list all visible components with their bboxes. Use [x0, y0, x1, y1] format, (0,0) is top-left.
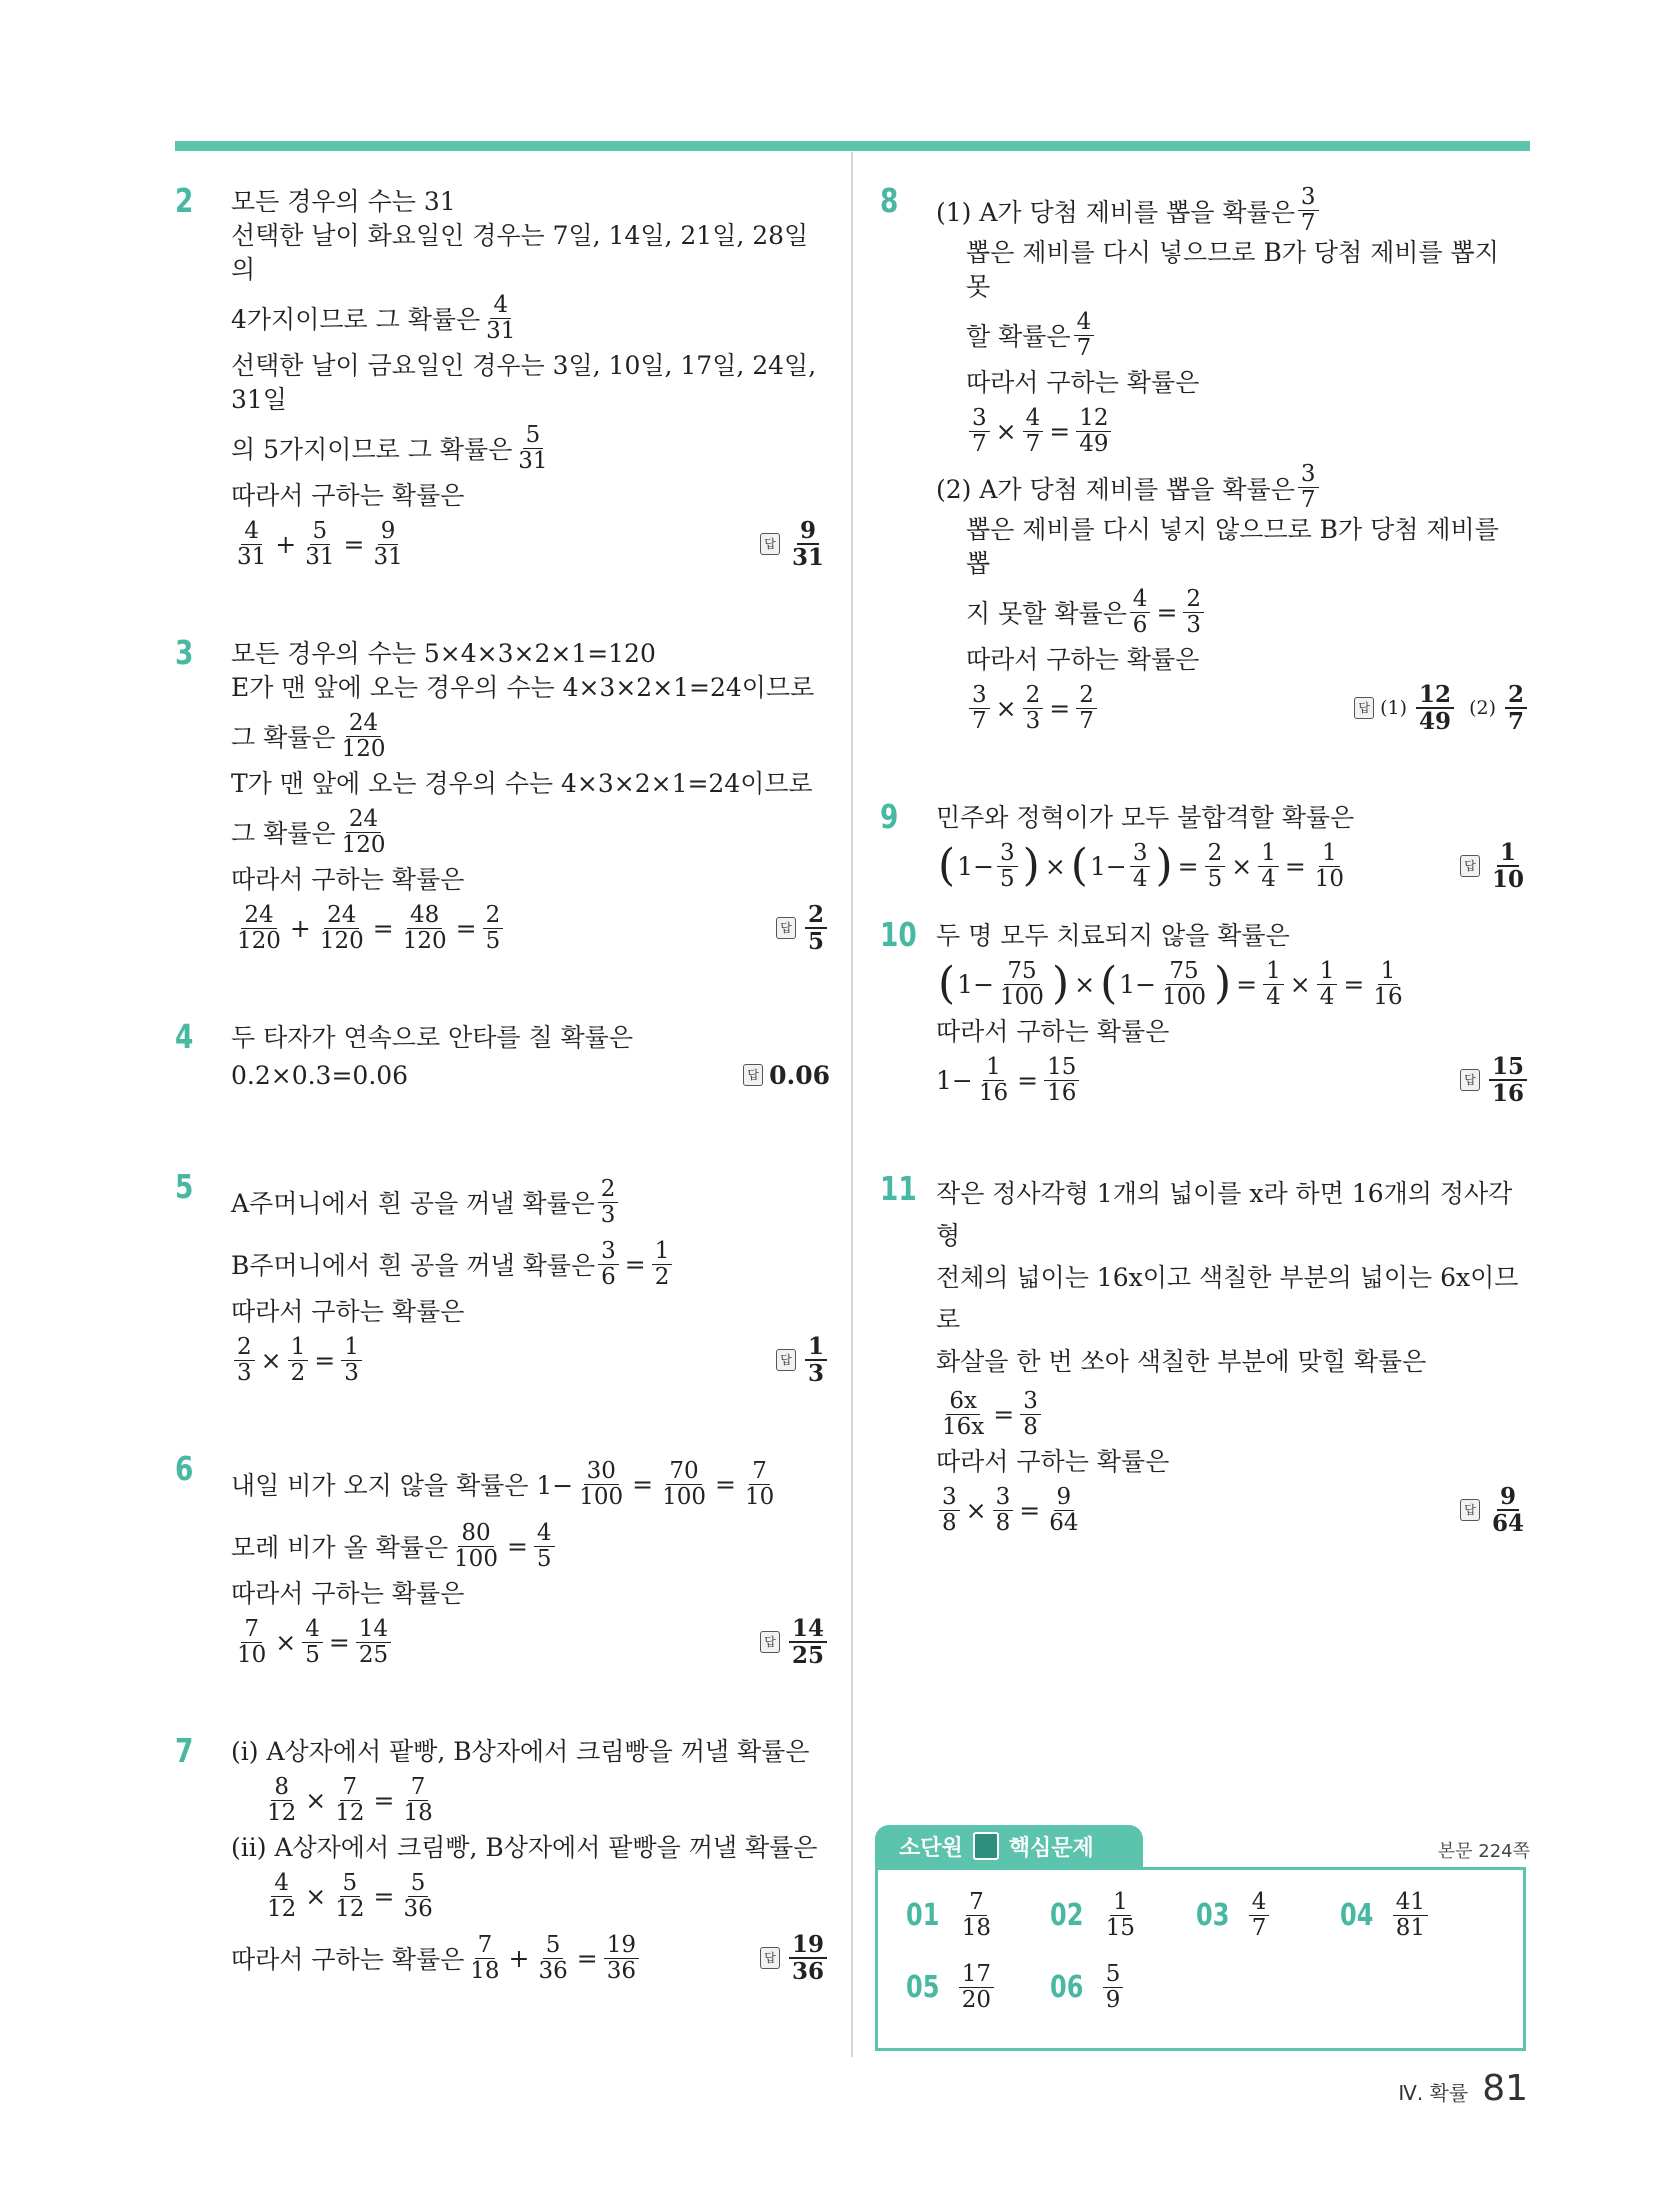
answer-icon: 답 [776, 1349, 796, 1371]
text-line: 선택한 날이 금요일인 경우는 3일, 10일, 17일, 24일, 31일 [231, 351, 817, 414]
text-line: 따라서 구하는 확률은 [231, 481, 465, 510]
right-column [880, 181, 1530, 1541]
text-line: 할 확률은 $\frac{4}{7}$ [936, 304, 1530, 366]
equation: 따라서 구하는 확률은 $\frac{7}{18}$ + $\frac{5}{36}$ = $\frac{19}{36}$ 답 $\frac{19}{36}$ [231, 1927, 830, 1989]
answer: 답 $\frac{14}{25}$ [760, 1616, 830, 1668]
summary-item: 05 $\frac{17}{20}$ [906, 1962, 997, 2013]
summary-item: 06 $\frac{5}{9}$ [1050, 1962, 1126, 2013]
text-line: 두 타자가 연속으로 안타를 칠 확률은 [231, 1023, 633, 1052]
text-line: B주머니에서 흰 공을 꺼낼 확률은 $\frac{3}{6}$ = $\frac{1}{2}$ [231, 1233, 830, 1295]
text-line: 전체의 넓이는 16x이고 색칠한 부분의 넓이는 6x이므로 [936, 1263, 1519, 1334]
answer: 답 $\frac{19}{36}$ [760, 1932, 830, 1984]
problem-number: 7 [175, 1731, 194, 1770]
equation: ( 1− $\frac{75}{100}$ ) × ( 1− $\frac{75}{100}$ ) = $\frac{1}{4}$ × $\frac{1}{4}$ = $\frac{1}{16}$ [938, 957, 1403, 1010]
problem-2 [175, 181, 830, 575]
problem-number: 9 [880, 797, 899, 836]
text-line: 따라서 구하는 확률은 [231, 865, 465, 894]
summary-box [875, 1825, 1530, 2057]
equation: $\frac{8}{12}$ × $\frac{7}{12}$ = $\frac{7}{18}$ [267, 1773, 433, 1826]
column-divider [851, 152, 853, 2057]
answer-icon: 답 [760, 1631, 780, 1653]
page-number: 81 [1482, 2068, 1528, 2109]
summary-item: 04 $\frac{41}{81}$ [1340, 1890, 1431, 1941]
text-line: E가 맨 앞에 오는 경우의 수는 4×3×2×1=24이므로 [231, 673, 815, 702]
text-line: 4가지이므로 그 확률은 $\frac{4}{31}$ [231, 287, 830, 349]
text-line: (ⅱ) A상자에서 크림빵, B상자에서 팥빵을 꺼낼 확률은 [231, 1833, 818, 1862]
text-line: 의 5가지이므로 그 확률은 $\frac{5}{31}$ [231, 417, 830, 479]
problem-number: 3 [175, 633, 194, 672]
problem-number: 6 [175, 1449, 194, 1488]
equation: $\frac{7}{10}$ × $\frac{4}{5}$ = $\frac{14}{25}$ 답 $\frac{14}{25}$ [231, 1611, 830, 1673]
text-line: 화살을 한 번 쏘아 색칠한 부분에 맞힐 확률은 [936, 1347, 1427, 1376]
problem-10 [880, 915, 1530, 1111]
answer: 답 (1) $\frac{12}{49}$ (2) $\frac{2}{7}$ [1354, 682, 1530, 734]
problem-3 [175, 633, 830, 959]
answer: 답 $\frac{1}{10}$ [1460, 840, 1530, 892]
chapter-label: Ⅳ. 확률 [1398, 2081, 1469, 2105]
text-line: 내일 비가 오지 않을 확률은 1− $\frac{30}{100}$ = $\frac{70}{100}$ = $\frac{7}{10}$ [231, 1457, 775, 1510]
page-footer [1398, 2068, 1528, 2109]
text-line: 따라서 구하는 확률은 [966, 368, 1200, 397]
summary-item: 01 $\frac{7}{18}$ [906, 1889, 992, 1941]
equation: $\frac{3}{7}$ × $\frac{4}{7}$ = $\frac{12}{49}$ [936, 400, 1530, 462]
text-line: 따라서 구하는 확률은 [231, 1579, 465, 1608]
text-line: 따라서 구하는 확률은 [936, 1447, 1170, 1476]
problem-number: 5 [175, 1167, 194, 1206]
text-line: 모레 비가 올 확률은 $\frac{80}{100}$ = $\frac{4}{5}$ [231, 1515, 830, 1577]
equation: 0.2×0.3=0.06 답 0.06 [231, 1060, 830, 1090]
equation: $\frac{6x}{16x}$ = $\frac{3}{8}$ [936, 1383, 1530, 1445]
problem-number: 11 [880, 1169, 917, 1208]
text-line: T가 맨 앞에 오는 경우의 수는 4×3×2×1=24이므로 [231, 769, 813, 798]
answer: 답 $\frac{15}{16}$ [1460, 1054, 1530, 1106]
text-line: 그 확률은 $\frac{24}{120}$ [231, 705, 830, 767]
equation: $\frac{4}{12}$ × $\frac{5}{12}$ = $\frac{5}{36}$ [267, 1869, 433, 1922]
text-line: 따라서 구하는 확률은 [936, 1017, 1170, 1046]
problem-9 [880, 797, 1530, 897]
summary-item: 02 $\frac{1}{15}$ [1050, 1889, 1136, 1941]
problem-number: 2 [175, 181, 194, 220]
text-line: 모든 경우의 수는 5×4×3×2×1=120 [231, 639, 656, 668]
fraction: $\frac{2}{3}$ [598, 1177, 619, 1228]
answer: 답 $\frac{2}{5}$ [776, 902, 830, 954]
answer: 답 $\frac{9}{31}$ [760, 518, 830, 570]
text-line: 작은 정사각형 1개의 넓이를 x라 하면 16개의 정사각형 [936, 1179, 1513, 1250]
answer: 답 $\frac{9}{64}$ [1460, 1484, 1530, 1536]
equation: $\frac{3}{7}$ × $\frac{2}{3}$ = $\frac{2}{7}$ 답 (1) $\frac{12}{49}$ (2) $\frac{2}{7}$ [936, 677, 1530, 739]
summary-answers [875, 1867, 1526, 2051]
problem-number: 8 [880, 181, 899, 220]
text-line: 뽑은 제비를 다시 넣으므로 B가 당첨 제비를 뽑지 못 [966, 238, 1499, 301]
problem-11 [880, 1169, 1530, 1541]
problem-number: 10 [880, 915, 917, 954]
equation: $\frac{2}{3}$ × $\frac{1}{2}$ = $\frac{1}{3}$ 답 $\frac{1}{3}$ [231, 1329, 830, 1391]
answer-icon: 답 [776, 917, 796, 939]
problem-8 [880, 181, 1530, 739]
answer-icon: 답 [760, 1947, 780, 1969]
text-line: 두 명 모두 치료되지 않을 확률은 [936, 921, 1290, 950]
answer-icon: 답 [1354, 697, 1374, 719]
fraction: $\frac{24}{120}$ [341, 709, 386, 762]
answer: 답 $\frac{1}{3}$ [776, 1334, 830, 1386]
fraction: $\frac{5}{31}$ [518, 421, 548, 474]
text-line: 그 확률은 $\frac{24}{120}$ [231, 801, 830, 863]
text-line: 선택한 날이 화요일인 경우는 7일, 14일, 21일, 28일의 [231, 221, 809, 284]
problem-6 [175, 1449, 830, 1673]
fraction: $\frac{24}{120}$ [341, 805, 386, 858]
text-line: 모든 경우의 수는 31 [231, 187, 456, 216]
equation: 1− $\frac{1}{16}$ = $\frac{15}{16}$ 답 $\frac{15}{16}$ [936, 1049, 1530, 1111]
text-line: A주머니에서 흰 공을 꺼낼 확률은 $\frac{2}{3}$ [231, 1171, 830, 1233]
text-line: 민주와 정혁이가 모두 불합격할 확률은 [936, 803, 1355, 832]
equation: $\frac{3}{8}$ × $\frac{3}{8}$ = $\frac{9}{64}$ 답 $\frac{9}{64}$ [936, 1479, 1530, 1541]
problem-4 [175, 1017, 830, 1095]
answer-icon: 답 [1460, 1499, 1480, 1521]
answer-icon: 답 [1460, 855, 1480, 877]
text-line: 지 못할 확률은 $\frac{4}{6}$ = $\frac{2}{3}$ [936, 581, 1530, 643]
text-line: (2) A가 당첨 제비를 뽑을 확률은 $\frac{3}{7}$ [936, 462, 1530, 513]
answer: 답 0.06 [743, 1061, 830, 1090]
answer-icon: 답 [1460, 1069, 1480, 1091]
text-line: (1) A가 당첨 제비를 뽑을 확률은 $\frac{3}{7}$ [936, 185, 1530, 236]
summary-item: 03 $\frac{4}{7}$ [1196, 1890, 1272, 1941]
answer-icon: 답 [743, 1064, 763, 1086]
problem-number: 4 [175, 1017, 194, 1056]
page-reference: 본문 224쪽 [1437, 1841, 1530, 1862]
top-accent-bar [175, 141, 1530, 151]
equation: $\frac{24}{120}$ + $\frac{24}{120}$ = $\frac{48}{120}$ = $\frac{2}{5}$ 답 $\frac{2}{5}$ [231, 897, 830, 959]
answer-icon: 답 [760, 533, 780, 555]
left-column [175, 181, 830, 1989]
worksheet-icon [973, 1832, 999, 1860]
summary-tab: 소단원 핵심문제 [875, 1825, 1143, 1867]
problem-7 [175, 1731, 830, 1989]
fraction: $\frac{4}{31}$ [486, 291, 516, 344]
equation: ( 1− $\frac{3}{5}$ ) × ( 1− $\frac{3}{4}$ ) = $\frac{2}{5}$ × $\frac{1}{4}$ = $\frac{1}{10}$ 답 $\frac{1}{10}$ [936, 835, 1530, 897]
text-line: 따라서 구하는 확률은 [231, 1297, 465, 1326]
problem-5 [175, 1167, 830, 1391]
text-line: (ⅰ) A상자에서 팥빵, B상자에서 크림빵을 꺼낼 확률은 [231, 1737, 810, 1766]
text-line: 뽑은 제비를 다시 넣지 않으므로 B가 당첨 제비를 뽑 [966, 515, 1499, 578]
text-line: 따라서 구하는 확률은 [966, 645, 1200, 674]
equation: $\frac{4}{31}$ + $\frac{5}{31}$ = $\frac{9}{31}$ 답 $\frac{9}{31}$ [231, 513, 830, 575]
